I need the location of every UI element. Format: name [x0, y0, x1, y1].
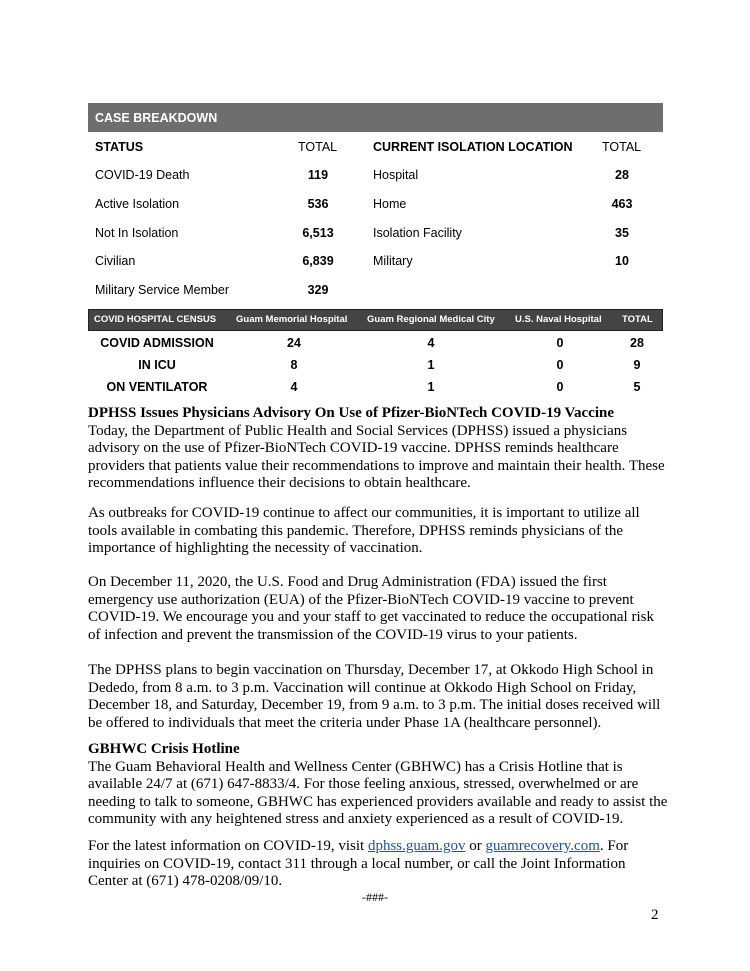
- status-row-label: COVID-19 Death: [95, 168, 190, 182]
- location-column-header: CURRENT ISOLATION LOCATION: [373, 140, 573, 154]
- status-row-value: 6,513: [302, 226, 334, 240]
- status-row-label: Military Service Member: [95, 283, 230, 297]
- status-row-value: 536: [307, 197, 329, 211]
- census-value: 8: [290, 358, 298, 372]
- census-value: 24: [287, 336, 301, 350]
- info-text-end: . For inquiries on COVID-19, contact 311 through a local number, or call the Joint Information Center at (671) 478-0208/09/10.: [88, 838, 629, 890]
- census-value: 4: [427, 336, 435, 350]
- census-row-label: COVID ADMISSION: [100, 336, 214, 350]
- census-value: 9: [633, 358, 641, 372]
- census-value: 5: [633, 380, 641, 394]
- info-text-between: or: [465, 838, 486, 854]
- census-header-bar: [88, 309, 663, 331]
- hotline-paragraph: The Guam Behavioral Health and Wellness Center (GBHWC) has a Crisis Hotline that is available 24/7 at (671) 647-8833/4. For those feeling anxious, stressed, overwhelmed or are needing to talk to someone, GBHWC has experienced providers available and ready to assist the community with any heightened stress and anxiety experienced as a result of COVID-19.: [88, 758, 668, 828]
- advisory-heading: DPHSS Issues Physicians Advisory On Use of Pfizer-BioNTech COVID-19 Vaccine: [88, 405, 614, 421]
- status-row-label: Active Isolation: [95, 197, 180, 211]
- dphss-link[interactable]: dphss.guam.gov: [367, 838, 466, 854]
- end-separator: -###-: [362, 890, 388, 904]
- census-value: 0: [556, 358, 564, 372]
- location-row-value: 28: [615, 168, 629, 182]
- case-breakdown-title: CASE BREAKDOWN: [88, 103, 663, 132]
- status-row-value: 329: [307, 283, 329, 297]
- status-column-header: STATUS: [95, 140, 144, 154]
- census-value: 4: [290, 380, 298, 394]
- hotline-heading: GBHWC Crisis Hotline: [88, 741, 240, 757]
- status-row-value: 119: [307, 168, 329, 182]
- census-title: COVID HOSPITAL CENSUS: [94, 314, 217, 325]
- location-row-label: Home: [373, 197, 407, 211]
- census-col-grmc: Guam Regional Medical City: [367, 314, 495, 325]
- census-value: 1: [427, 380, 435, 394]
- advisory-section: [88, 405, 668, 493]
- info-paragraph: [88, 838, 668, 891]
- advisory-paragraph-1: Today, the Department of Public Health and Social Services (DPHSS) issued a physicians advisory on the use of Pfizer-BioNTech COVID-19 vaccine. DPHSS reminds healthcare providers that patients value their recommendations to improve and maintain their health. These recommendations influence their decisions to obtain healthcare.: [88, 422, 665, 492]
- hotline-section: [88, 741, 668, 829]
- status-total-header: TOTAL: [298, 140, 338, 154]
- location-row-value: 35: [615, 226, 629, 240]
- guamrecovery-link[interactable]: guamrecovery.com: [485, 838, 600, 854]
- census-value: 0: [556, 336, 564, 350]
- advisory-paragraph-2: As outbreaks for COVID-19 continue to affect our communities, it is important to utilize all tools available in combating this pandemic. Therefore, DPHSS reminds physicians of the importance of highlighting the necessity of vaccination.: [88, 505, 640, 557]
- location-row-value: 463: [611, 197, 633, 211]
- info-text-start: For the latest information on COVID-19, visit: [88, 838, 368, 854]
- status-row-value: 6,839: [302, 254, 334, 268]
- census-col-total: TOTAL: [622, 314, 653, 325]
- page-number: 2: [651, 907, 659, 923]
- location-row-label: Isolation Facility: [373, 226, 462, 240]
- location-row-label: Hospital: [373, 168, 419, 182]
- census-col-gmh: Guam Memorial Hospital: [236, 314, 348, 325]
- location-row-value: 10: [615, 254, 629, 268]
- census-row-label: ON VENTILATOR: [106, 380, 208, 394]
- census-value: 28: [630, 336, 644, 350]
- advisory-paragraph-4: The DPHSS plans to begin vaccination on Thursday, December 17, at Okkodo High School in Dededo, from 8 a.m. to 3 p.m. Vaccination will continue at Okkodo High School on Friday, December 18, and Saturday, December 19, from 9 a.m. to 3 p.m. The initial doses received will be offered to individuals that meet the criteria under Phase 1A (healthcare personnel).: [88, 662, 661, 731]
- location-total-header: TOTAL: [602, 140, 642, 154]
- census-col-usnh: U.S. Naval Hospital: [515, 314, 602, 325]
- status-row-label: Civilian: [95, 254, 136, 268]
- census-row-label: IN ICU: [138, 358, 176, 372]
- census-value: 0: [556, 380, 564, 394]
- census-value: 1: [427, 358, 435, 372]
- advisory-paragraph-3: On December 11, 2020, the U.S. Food and Drug Administration (FDA) issued the first emergency use authorization (EUA) of the Pfizer-BioNTech COVID-19 vaccine to prevent COVID-19. We encourage you and your staff to get vaccinated to reduce the occupational risk of infection and prevent the transmission of the COVID-19 virus to your patients.: [88, 574, 654, 643]
- location-row-label: Military: [373, 254, 413, 268]
- status-row-label: Not In Isolation: [95, 226, 179, 240]
